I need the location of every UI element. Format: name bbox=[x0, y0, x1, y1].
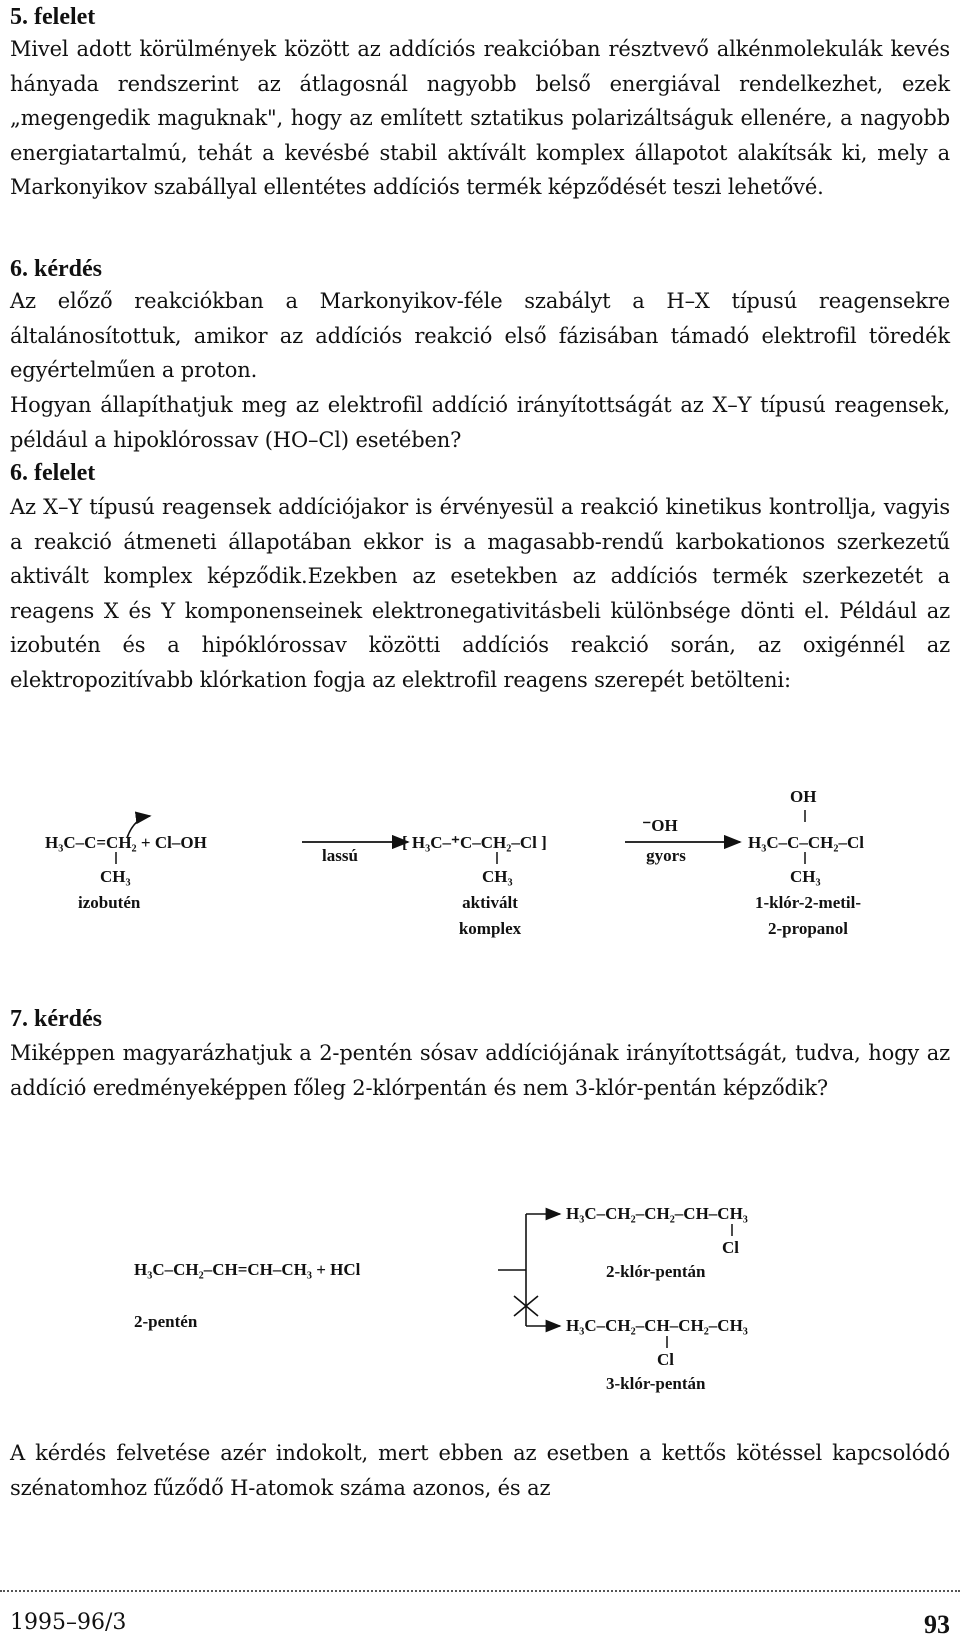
product-hydroxyl: OH bbox=[790, 787, 817, 806]
product-formula: H₃C–C–CH₂–Cl bbox=[748, 833, 864, 852]
complex-label-2: komplex bbox=[458, 919, 522, 938]
product-label-2: 2-propanol bbox=[768, 919, 848, 938]
complex-formula: [ H₃C–⁺C–CH₂–Cl ] bbox=[402, 833, 547, 852]
arrow1-label: lassú bbox=[322, 846, 358, 865]
pentene-label: 2-pentén bbox=[134, 1312, 198, 1331]
chloropentane2-formula: H₃C–CH₂–CH₂–CH–CH₃ bbox=[566, 1204, 748, 1223]
answer6-text: Az X–Y típusú reagensek addíciójakor is érvényesül a reakció kinetikus kontrollja, vagyis a reakció átmeneti állapotában ekkor is a magasabb-rendű karbokationos szerkezetű aktivált komplex képződik.Ezekben az esetekben az addíciós termék szerkezetét a reagens X és Y komponenseinek elektronegativitásbeli különbsége dönti el. Például az izobutén és a hipóklórossav közötti addíciós reakció során, az oxigénnél az elektropozitívabb klórkation fogja az elektrofil reagens szerepét betölteni: bbox=[10, 495, 950, 692]
chloropentane2-chlorine: Cl bbox=[722, 1238, 739, 1257]
answer5-heading: 5. felelet bbox=[10, 4, 96, 30]
footer-issue: 1995–96/3 bbox=[10, 1610, 127, 1635]
arrow2-reagent: ⁻OH bbox=[642, 816, 678, 835]
question7-text: Miképpen magyarázhatjuk a 2-pentén sósav addíciójának irányítottságát, tudva, hogy az addíció eredményeképpen főleg 2-klórpentán és nem 3-klór-pentán képződik? bbox=[10, 1041, 950, 1100]
answer5-text: Mivel adott körülmények között az addíciós reakcióban résztvevő alkénmolekulák kevés hányada rendszerint az átlagosnál nagyobb belső energiával rendelkezhet, ezek „megengedik maguknak", hogy az említett sztatikus polarizáltságuk ellenére, a nagyobb energiatartalmú, tehát a kevésbé stabil aktívált komplex állapotot alakítsák ki, mely a Markonyikov szabállyal ellentétes addíciós termék képződését teszi lehetővé. bbox=[10, 37, 950, 199]
product-methyl: CH₃ bbox=[790, 867, 821, 886]
chloropentane3-label: 3-klór-pentán bbox=[606, 1374, 706, 1393]
question7-heading: 7. kérdés bbox=[10, 1006, 102, 1032]
closing-text: A kérdés felvetése azér indokolt, mert ebben az esetben a kettős kötéssel kapcsolódó szénatomhoz fűződő H-atomok száma azonos, és az bbox=[10, 1441, 950, 1500]
complex-methyl: CH₃ bbox=[482, 867, 513, 886]
isobutene-formula: H₃C–C=CH₂ + Cl–OH bbox=[45, 833, 207, 852]
chloropentane2-label: 2-klór-pentán bbox=[606, 1262, 706, 1281]
chloropentane3-formula: H₃C–CH₂–CH–CH₂–CH₃ bbox=[566, 1316, 748, 1335]
chloropentane3-chlorine: Cl bbox=[657, 1350, 674, 1369]
question6-text1: Az előző reakciókban a Markonyikov-féle szabályt a H–X típusú reagensekre általánosítottuk, amikor az addíciós reakció első fázisában támadó elektrofil töredék egyértelműen a proton. bbox=[10, 289, 950, 382]
answer6-heading: 6. felelet bbox=[10, 460, 96, 486]
complex-label-1: aktivált bbox=[462, 893, 518, 912]
footer-page-number: 93 bbox=[924, 1610, 950, 1639]
arrow2-label: gyors bbox=[646, 846, 686, 865]
pentene-formula: H₃C–CH₂–CH=CH–CH₃ + HCl bbox=[134, 1260, 361, 1279]
isobutene-label: izobutén bbox=[78, 893, 141, 912]
product-label-1: 1-klór-2-metil- bbox=[754, 893, 862, 912]
question6-text2: Hogyan állapíthatjuk meg az elektrofil addíció irányítottságát az X–Y típusú reagensek, például a hipoklórossav (HO–Cl) esetében? bbox=[10, 393, 950, 452]
question6-heading: 6. kérdés bbox=[10, 256, 102, 282]
footer-divider bbox=[0, 1590, 960, 1592]
isobutene-methyl: CH₃ bbox=[100, 867, 131, 886]
